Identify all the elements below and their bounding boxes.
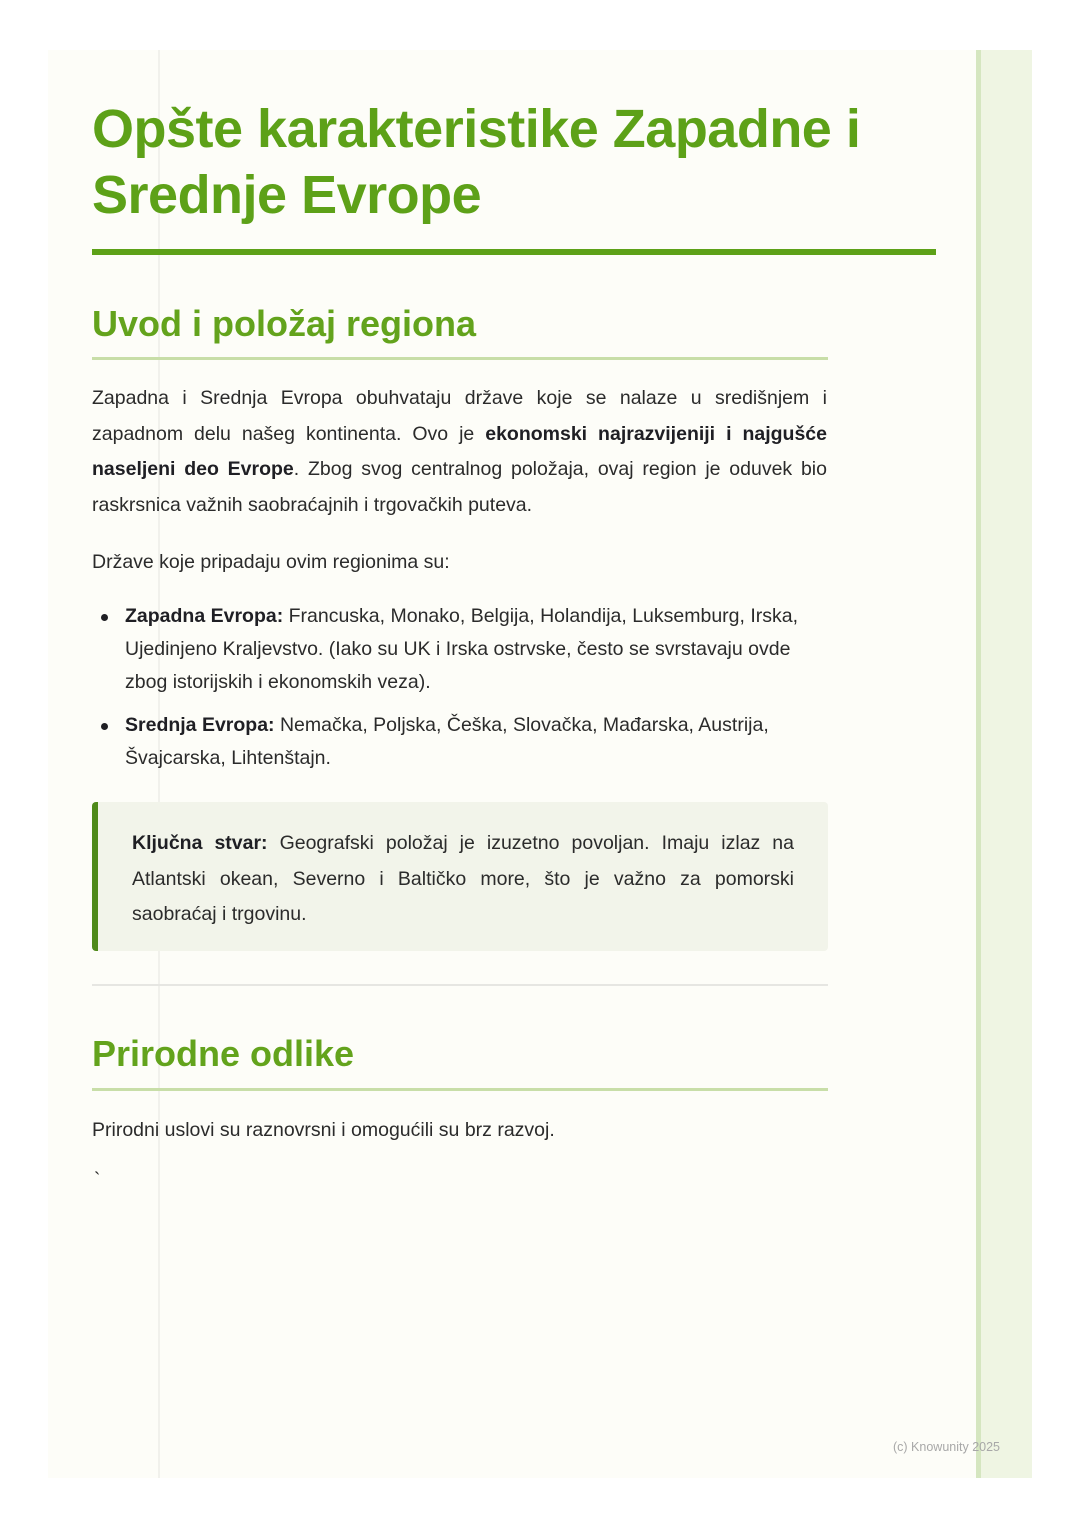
- copyright-footer: (c) Knowunity 2025: [893, 1440, 1001, 1454]
- title-underline: [92, 249, 936, 255]
- intro-paragraph: [92, 381, 827, 523]
- bullet-icon: [101, 614, 108, 621]
- callout-body: Geografski položaj je izuzetno povoljan. Imaju izlaz na Atlantski okean, Severno i Baltičko more, što je važno za pomorski saobraćaj i trgovinu.: [132, 832, 794, 925]
- callout-label: Ključna stvar:: [132, 832, 268, 854]
- list-item-label: Srednja Evropa:: [125, 714, 275, 736]
- side-strip: [976, 50, 1032, 1478]
- callout-text: [132, 826, 794, 933]
- bullet-icon: [101, 723, 108, 730]
- country-list: [92, 600, 827, 785]
- list-item-label: Zapadna Evropa:: [125, 605, 284, 627]
- key-point-callout: [92, 802, 828, 951]
- intro-text-1: Zapadna i Srednja Evropa obuhvataju države koje se nalaze u središnjem i zapadnom delu našeg kontinenta. Ovo je: [92, 387, 827, 445]
- section-heading-underline: [92, 357, 828, 360]
- list-item-text: Francuska, Monako, Belgija, Holandija, Luksemburg, Irska, Ujedinjeno Kraljevstvo. (Iako su UK i Irska ostrvske, često se svrstavaju ovde zbog istorijskih i ekonomskih veza).: [125, 605, 799, 693]
- intro-bold-text: ekonomski najrazvijeniji i najgušće naseljeni deo Evrope: [92, 422, 827, 480]
- list-item-srednja-evropa: [92, 709, 827, 775]
- list-item-text: Nemačka, Poljska, Češka, Slovačka, Mađarska, Austrija, Švajcarska, Lihtenštajn.: [125, 714, 769, 769]
- prirodne-paragraph: Prirodni uslovi su raznovrsni i omogućili su brz razvoj.: [92, 1119, 555, 1141]
- section-heading-prirodne-odlike: Prirodne odlike: [92, 1033, 355, 1074]
- section-heading-uvod: Uvod i položaj regiona: [92, 303, 477, 344]
- list-intro: Države koje pripadaju ovim regionima su:: [92, 551, 450, 573]
- stray-character: `: [94, 1170, 101, 1191]
- section-heading-underline: [92, 1088, 828, 1091]
- intro-text-2: . Zbog svog centralnog položaja, ovaj region je oduvek bio raskrsnica važnih saobraćajnih i trgovačkih puteva.: [92, 458, 827, 516]
- list-item-zapadna-evropa: [92, 600, 827, 699]
- side-strip-edge: [976, 50, 981, 1478]
- page-title: Opšte karakteristike Zapadne i Srednje Evrope: [92, 99, 861, 225]
- section-divider: [92, 984, 828, 986]
